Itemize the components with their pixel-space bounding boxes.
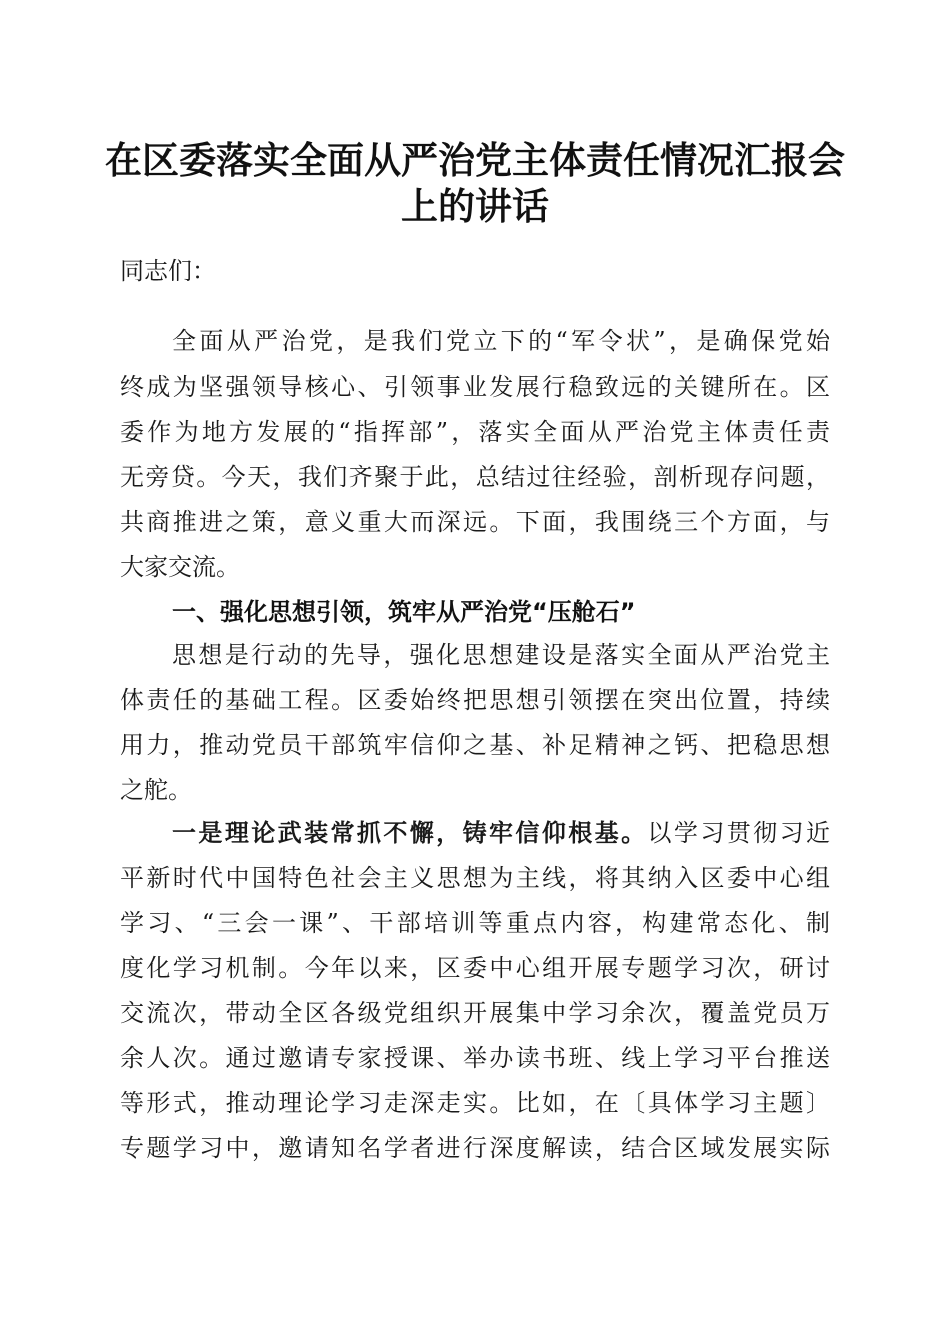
section-heading-1: 一、强化思想引领，筑牢从严治党“压舱石” (172, 598, 636, 626)
document-title-line-2: 上的讲话 (401, 184, 549, 228)
paragraph-1-line-2: 终成为坚强领导核心、引领事业发展行稳致远的关键所在。区 (120, 373, 830, 401)
paragraph-3-bold-lead: 一是理论武装常抓不懈，铸牢信仰根基。 (172, 818, 648, 847)
paragraph-2-line-2: 体责任的基础工程。区委始终把思想引领摆在突出位置，持续 (120, 686, 830, 714)
paragraph-3-line-7: 等形式，推动理论学习走深走实。比如，在〔具体学习主题〕 (120, 1089, 830, 1117)
paragraph-2-line-1: 思想是行动的先导，强化思想建设是落实全面从严治党主 (172, 641, 830, 669)
paragraph-3-line-4: 度化学习机制。今年以来，区委中心组开展专题学习次，研讨 (120, 954, 830, 982)
paragraph-3-line-8: 专题学习中，邀请知名学者进行深度解读，结合区域发展实际 (120, 1134, 830, 1162)
paragraph-3-line-3: 学习、“三会一课”、干部培训等重点内容，构建常态化、制 (120, 909, 830, 937)
document-title-line-1: 在区委落实全面从严治党主体责任情况汇报会 (105, 138, 845, 182)
paragraph-3-line-6: 余人次。通过邀请专家授课、举办读书班、线上学习平台推送 (120, 1044, 830, 1072)
paragraph-2-line-3: 用力，推动党员干部筑牢信仰之基、补足精神之钙、把稳思想 (120, 731, 830, 759)
paragraph-3-line-5: 交流次，带动全区各级党组织开展集中学习余次，覆盖党员万 (120, 999, 830, 1027)
paragraph-1-line-4: 无旁贷。今天，我们齐聚于此，总结过往经验，剖析现存问题， (120, 463, 830, 491)
paragraph-1-line-1: 全面从严治党，是我们党立下的“军令状”，是确保党始 (172, 327, 830, 355)
paragraph-3-line-1 (172, 818, 830, 847)
paragraph-1-line-6: 大家交流。 (120, 553, 240, 581)
paragraph-3-line-2: 平新时代中国特色社会主义思想为主线，将其纳入区委中心组 (120, 864, 830, 892)
paragraph-3-first-line-rest: 以学习贯彻习近 (647, 819, 830, 847)
paragraph-1-line-3: 委作为地方发展的“指挥部”，落实全面从严治党主体责任责 (120, 418, 830, 446)
salutation: 同志们： (120, 257, 216, 285)
paragraph-2-line-4: 之舵。 (120, 776, 192, 804)
paragraph-1-line-5: 共商推进之策，意义重大而深远。下面，我围绕三个方面，与 (120, 508, 830, 536)
